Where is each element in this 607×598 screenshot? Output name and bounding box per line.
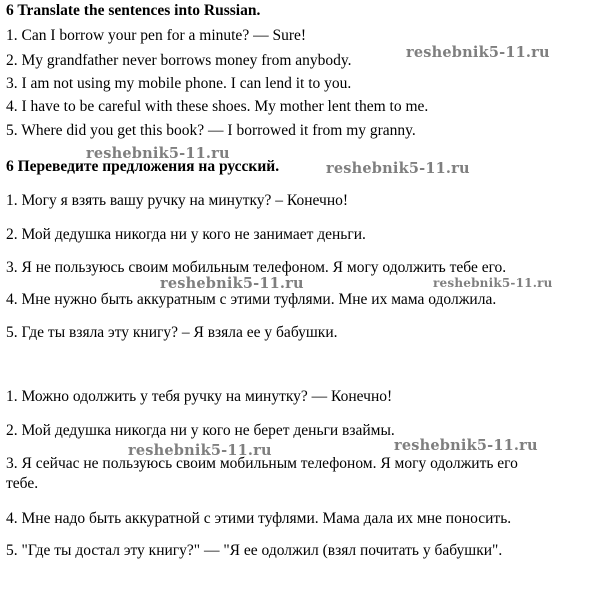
sentence-alt-1: 1. Можно одолжить у тебя ручку на минутку? — Конечно! [6,388,393,405]
sentence-en-2: 2. My grandfather never borrows money from anybody. [6,52,352,69]
watermark-5: reshebnik5-11.ru [433,276,553,290]
sentence-alt-4: 4. Мне надо быть аккуратной с этими туфлями. Мама дала их мне поносить. [6,510,512,527]
watermark-4: reshebnik5-11.ru [160,275,304,292]
sentence-alt-3: 3. Я сейчас не пользуюсь своим мобильным телефоном. Я могу одолжить его [6,455,518,472]
sentence-alt-3-continued: тебе. [6,475,39,492]
sentence-ru-3: 3. Я не пользуюсь своим мобильным телефоном. Я могу одолжить тебе его. [6,259,507,276]
sentence-ru-2: 2. Мой дедушка никогда ни у кого не занимает деньги. [6,226,366,243]
watermark-1: reshebnik5-11.ru [406,44,550,61]
watermark-3: reshebnik5-11.ru [326,160,470,177]
sentence-ru-4: 4. Мне нужно быть аккуратным с этими туфлями. Мне их мама одолжила. [6,291,497,308]
watermark-2: reshebnik5-11.ru [86,145,230,162]
sentence-en-4: 4. I have to be careful with these shoes. My mother lent them to me. [6,98,429,115]
watermark-7: reshebnik5-11.ru [394,437,538,454]
sentence-en-3: 3. I am not using my mobile phone. I can lend it to you. [6,75,352,92]
sentence-en-5: 5. Where did you get this book? — I borrowed it from my granny. [6,122,416,139]
sentence-ru-1: 1. Могу я взять вашу ручку на минутку? – Конечно! [6,192,349,209]
sentence-en-1: 1. Can I borrow your pen for a minute? — Sure! [6,27,307,44]
sentence-alt-5: 5. "Где ты достал эту книгу?" — "Я ее одолжил (взял почитать у бабушки". [6,542,503,559]
sentence-alt-2: 2. Мой дедушка никогда ни у кого не берет деньги взаймы. [6,422,395,439]
exercise-title-en: 6 Translate the sentences into Russian. [6,2,261,19]
exercise-title-ru: 6 Переведите предложения на русский. [6,158,280,175]
watermark-6: reshebnik5-11.ru [128,442,272,459]
sentence-ru-5: 5. Где ты взяла эту книгу? – Я взяла ее у бабушки. [6,324,338,341]
